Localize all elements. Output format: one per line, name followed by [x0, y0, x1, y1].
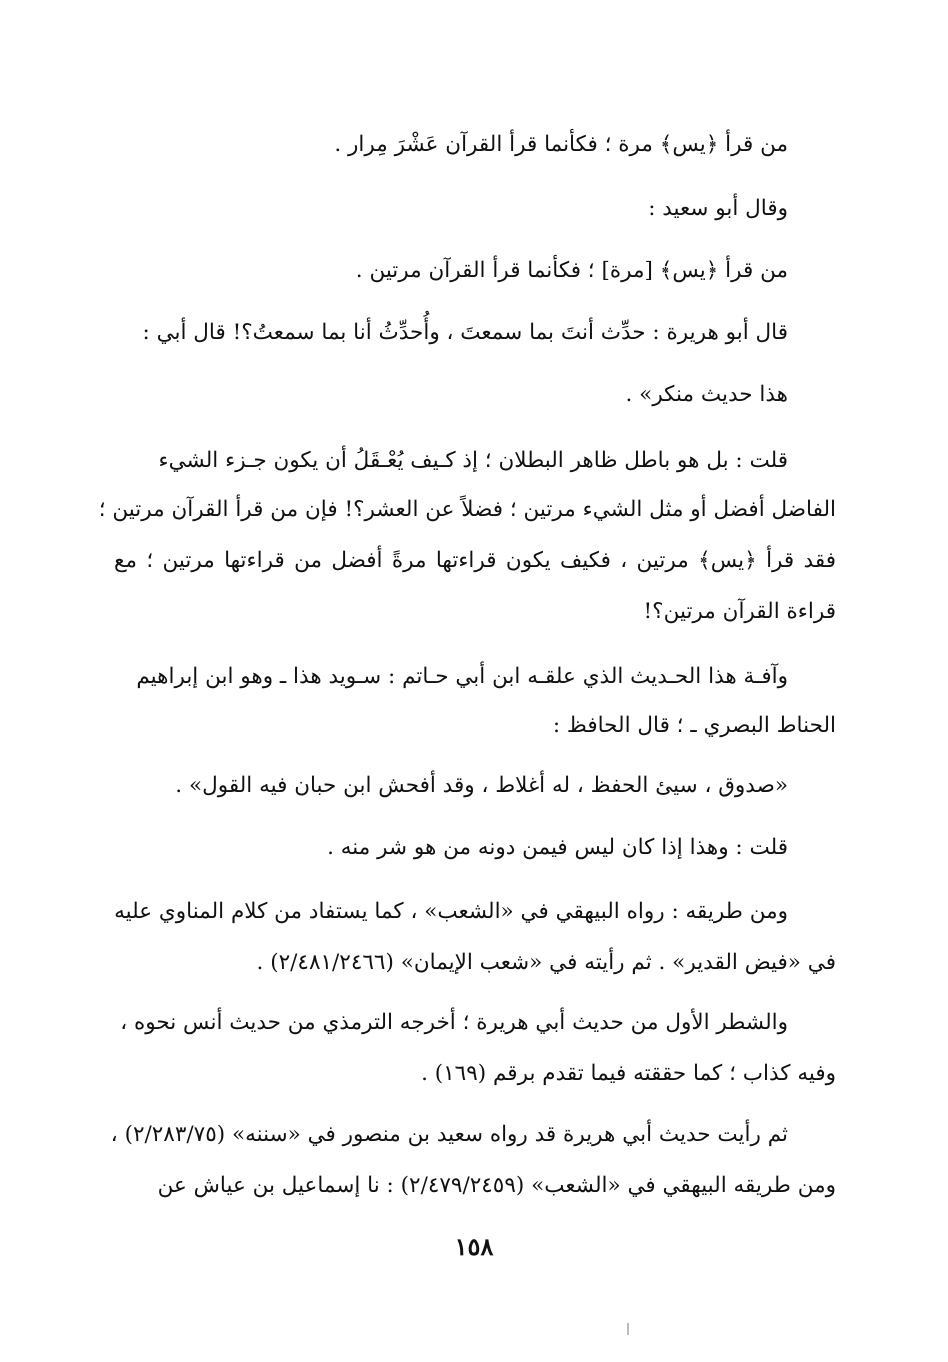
- text-line-11: الحناط البصري ـ ؛ قال الحافظ :: [552, 713, 836, 738]
- text-line-12: «صدوق ، سيئ الحفظ ، له أغلاط ، وقد أفحش ابن حبان فيه القول» .: [175, 773, 788, 798]
- text-line-16: والشطر الأول من حديث أبي هريرة ؛ أخرجه الترمذي من حديث أنس نحوه ،: [120, 1010, 788, 1035]
- text-line-10: وآفـة هذا الحـديث الذي علقـه ابن أبي حـاتم : سـويد هذا ـ وهو ابن إبراهيم: [136, 664, 788, 689]
- text-line-13: قلت : وهذا إذا كان ليس فيمن دونه من هو شر منه .: [327, 835, 788, 860]
- text-line-3: من قرأ ﴿يس﴾ [مرة] ؛ فكأنما قرأ القرآن مرتين .: [355, 258, 788, 283]
- text-line-6: قلت : بل هو باطل ظاهر البطلان ؛ إذ كـيف يُعْـقَلُ أن يكون جـزء الشيء: [158, 448, 788, 473]
- text-line-4: قال أبو هريرة : حدِّث أنتَ بما سمعتَ ، وأُحدِّثُ أنا بما سمعتُ؟! قال أبي :: [142, 320, 788, 345]
- text-line-14: ومن طريقه : رواه البيهقي في «الشعب» ، كما يستفاد من كلام المناوي عليه: [114, 899, 788, 924]
- text-line-17: وفيه كذاب ؛ كما حققته فيما تقدم برقم (١٦٩) .: [421, 1061, 836, 1086]
- scan-mark: [627, 1323, 629, 1335]
- text-line-8: فقد قرأ ﴿يس﴾ مرتين ، فكيف يكون قراءتها مرةً أفضل من قراءتها مرتين ؛ مع: [114, 548, 836, 573]
- text-line-9: قراءة القرآن مرتين؟!: [643, 599, 836, 624]
- text-line-5: هذا حديث منكر» .: [625, 382, 788, 407]
- text-line-15: في «فيض القدير» . ثم رأيته في «شعب الإيمان» (٢/٤٨١/٢٤٦٦) .: [256, 950, 836, 975]
- text-line-1: من قرأ ﴿يس﴾ مرة ؛ فكأنما قرأ القرآن عَشْرَ مِرار .: [334, 132, 788, 157]
- text-line-2: وقال أبو سعيد :: [648, 196, 788, 221]
- page-number: ١٥٨: [454, 1232, 494, 1261]
- text-line-18: ثم رأيت حديث أبي هريرة قد رواه سعيد بن منصور في «سننه» (٢/٢٨٣/٧٥) ،: [110, 1122, 788, 1147]
- text-line-7: الفاضل أفضل أو مثل الشيء مرتين ؛ فضلاً عن العشر؟! فإن من قرأ القرآن مرتين ؛: [98, 497, 836, 522]
- text-line-19: ومن طريقه البيهقي في «الشعب» (٢/٤٧٩/٢٤٥٩) : نا إسماعيل بن عياش عن: [157, 1173, 836, 1198]
